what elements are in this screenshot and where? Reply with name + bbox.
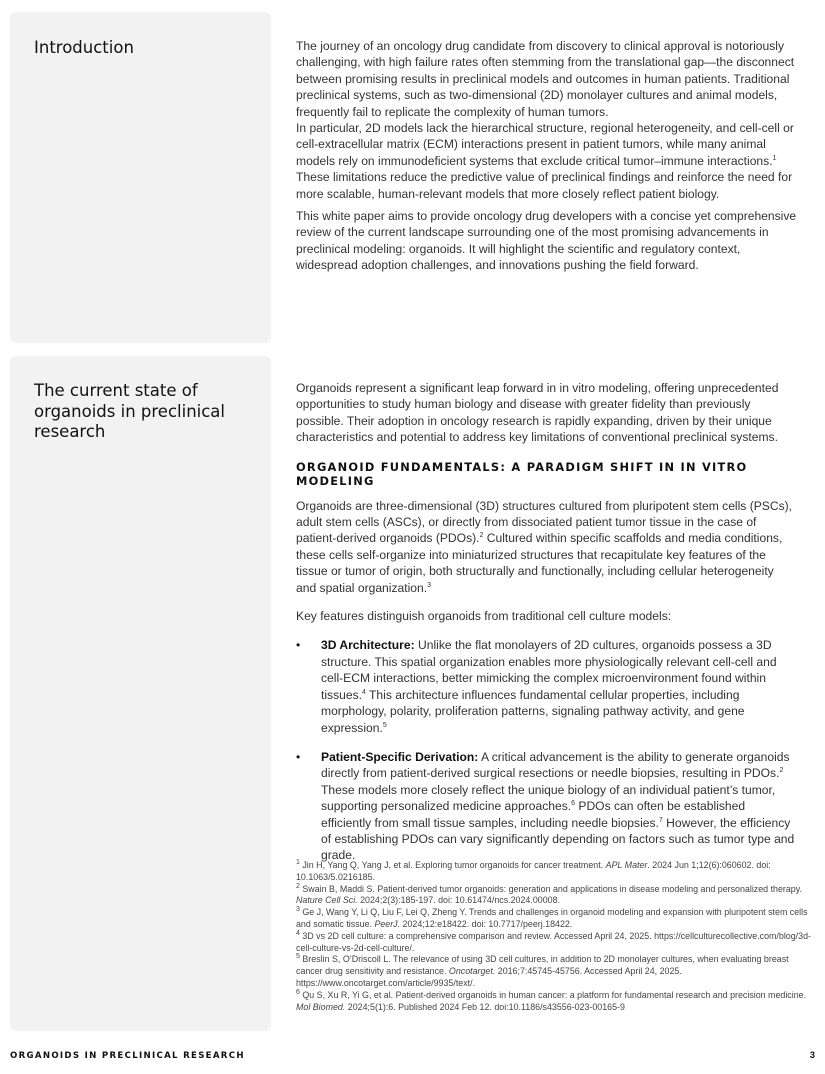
footnote [296, 860, 816, 884]
footnote-number: 5 [296, 953, 300, 961]
intro-p1-text: The journey of an oncology drug candidate from discovery to clinical approval is notoriously challenging, with high failure rates often stemming from the translational gap—the disconnect between promising results in preclinical models and outcomes in human patients. Traditional preclinical systems, such as two-dimensional (2D) monolayer cultures and animal models, frequently fail to replicate the complexity of human tumors. [296, 39, 795, 119]
footnote-ref: 1 [772, 154, 777, 162]
footnote-text: 3D vs 2D cell culture: a comprehensive comparison and review. Accessed April 24, 2025. https://cellculturecollective.com/blog/3d-cell-culture-vs-2d-cell-culture/. [296, 930, 811, 953]
current-state-paragraph: Organoids represent a significant leap forward in in vitro modeling, offering unprecedented opportunities to study human biology and disease with greater fidelity than previously possible. Their adoption in oncology research is rapidly expanding, driven by their unique characteristics and potential to address key limitations of conventional preclinical systems. [296, 381, 779, 445]
footnote-text: 2016;7:45745-45756. Accessed April 24, 2025. https://www.oncotarget.com/article/9935/text/. [296, 966, 682, 988]
footnote-text: 2024;12:e18422. doi: 10.7717/peerj.18422. [400, 918, 573, 929]
footnote-ref: 2 [479, 532, 484, 540]
current-state-panel [10, 356, 271, 1031]
bullet: • [296, 638, 301, 653]
organoid-fundamentals-subheading: ORGANOID FUNDAMENTALS: A PARADIGM SHIFT IN IN VITRO MODELING [296, 459, 748, 488]
fund-text-a: Organoids are three-dimensional (3D) structures cultured from pluripotent stem cells (PSCs), adult stem cells (ASCs), or directly from dissociated patient tumor tissue in the case of patient-derived organoids (PDOs). [296, 498, 793, 546]
key-features-intro: Key features distinguish organoids from traditional cell culture models: [296, 609, 672, 624]
footnote-text: 2024;2(3):185-197. doi: 10.61474/ncs.2024.00008. [357, 895, 560, 906]
feature-text: These models more closely reflect the unique biology of an individual patient’s tumor, supporting personalized medicine approaches. [321, 782, 776, 814]
feature-item-3d-architecture [296, 637, 796, 735]
feature-text: This architecture influences fundamental cellular properties, including morphology, polarity, proliferation patterns, signaling pathway activity, and gene expression. [321, 687, 745, 735]
footnote-ref: 2 [779, 767, 784, 775]
feature-text: Unlike the flat monolayers of 2D cultures, organoids possess a 3D structure. This spatial organization enables more physiologically relevant cell-cell and cell-ECM interactions, better mimicking the complex microenvironment found within tissues. [321, 638, 777, 702]
intro-p1c-text: These limitations reduce the predictive value of preclinical findings and reinforce the need for more scalable, human-relevant models that more closely reflect patient biology. [296, 170, 793, 201]
current-state-body [296, 380, 796, 877]
feature-title: 3D Architecture: [321, 638, 415, 653]
intro-p1b-text: In particular, 2D models lack the hierarchical structure, regional heterogeneity, and cell-cell or cell-extracellular matrix (ECM) interactions present in patient tumors, while many animal models rely on immunodeficient systems that exclude critical tumor–immune interactions. [296, 121, 794, 168]
footnote-number: 3 [296, 906, 300, 914]
footnote [296, 990, 816, 1014]
footnote-text: Breslin S, O’Driscoll L. The relevance of using 3D cell cultures, in addition to 2D monolayer cultures, when evaluating breast cancer drug sensitivity and resistance. [296, 954, 789, 977]
organoid-fundamentals-paragraph [296, 498, 796, 596]
footnote [296, 884, 816, 908]
footnote-number: 6 [296, 988, 300, 996]
footnote-text: Ge J, Wang Y, Li Q, Liu F, Lei Q, Zheng Y. Trends and challenges in organoid modeling and expansion with pluripotent stem cells and somatic tissue. [296, 907, 808, 929]
footnote-text: 2024;5(1):6. Published 2024 Feb 12. doi:10.1186/s43556-023-00165-9 [345, 1001, 625, 1012]
fund-text-b: Cultured within specific scaffolds and media conditions, these cells self-organize into miniaturized structures that recapitulate key features of the tissue or tumor of origin, both structurally and functionally, including cellular heterogeneity and spatial organization. [296, 531, 783, 595]
feature-text: However, the efficiency of establishing PDOs can vary significantly depending on factors such as tumor type and grade. [321, 815, 795, 863]
footnote [296, 931, 816, 955]
footnote-ref: 5 [382, 721, 387, 729]
footer-document-title: ORGANOIDS IN PRECLINICAL RESEARCH [10, 1051, 245, 1061]
footnote-ref: 7 [658, 816, 663, 824]
introduction-heading: Introduction [34, 38, 134, 57]
page-number: 3 [809, 1050, 815, 1061]
feature-text: PDOs can often be established efficiently from small tissue samples, including needle biopsies. [321, 799, 746, 830]
bullet: • [296, 749, 301, 764]
journal-name: PeerJ. [374, 918, 401, 929]
footnote-ref: 6 [571, 800, 576, 808]
footnote-text: Jin H, Yang Q, Yang J, et al. Exploring tumor organoids for cancer treatment. [299, 860, 606, 870]
introduction-body [296, 38, 801, 274]
introduction-paragraph-1 [296, 38, 801, 202]
footnote [296, 954, 816, 989]
journal-name: Mol Biomed. [296, 1001, 346, 1012]
footnote-number: 2 [296, 882, 300, 890]
journal-name: Nature Cell Sci. [296, 895, 358, 906]
introduction-panel [10, 12, 271, 343]
footnote-text: . 2024 Jun 1;12(6):060602. doi: 10.1063/5.0216185. [296, 860, 771, 882]
footnote-ref: 4 [362, 688, 366, 696]
footnote-text: Swain B, Maddi S. Patient-derived tumor organoids: generation and applications in disease modeling and personalized therapy. [299, 883, 802, 894]
footnote-number: 1 [296, 859, 300, 867]
introduction-paragraph-2: This white paper aims to provide oncology drug developers with a concise yet comprehensive review of the current landscape surrounding one of the most promising advancements in preclinical modeling: organoids. It will highlight the scientific and regulatory context, widespread adoption challenges, and innovations pushing the field forward. [296, 209, 797, 273]
current-state-heading: The current state of organoids in preclinical research [34, 381, 226, 441]
journal-name: APL Mater [605, 860, 648, 870]
footnote-ref: 3 [427, 581, 432, 589]
footnote [296, 907, 816, 931]
key-features-list [296, 637, 796, 863]
footnotes [296, 860, 816, 1013]
feature-text: A critical advancement is the ability to generate organoids directly from patient-derived surgical resections or needle biopsies, resulting in PDOs. [321, 749, 790, 781]
footnote-number: 4 [296, 929, 300, 937]
journal-name: Oncotarget. [448, 966, 496, 977]
footnote-text: Qu S, Xu R, Yi G, et al. Patient-derived organoids in human cancer: a platform for fundamental research and precision medicine. [299, 989, 807, 1000]
feature-title: Patient-Specific Derivation: [321, 749, 479, 764]
